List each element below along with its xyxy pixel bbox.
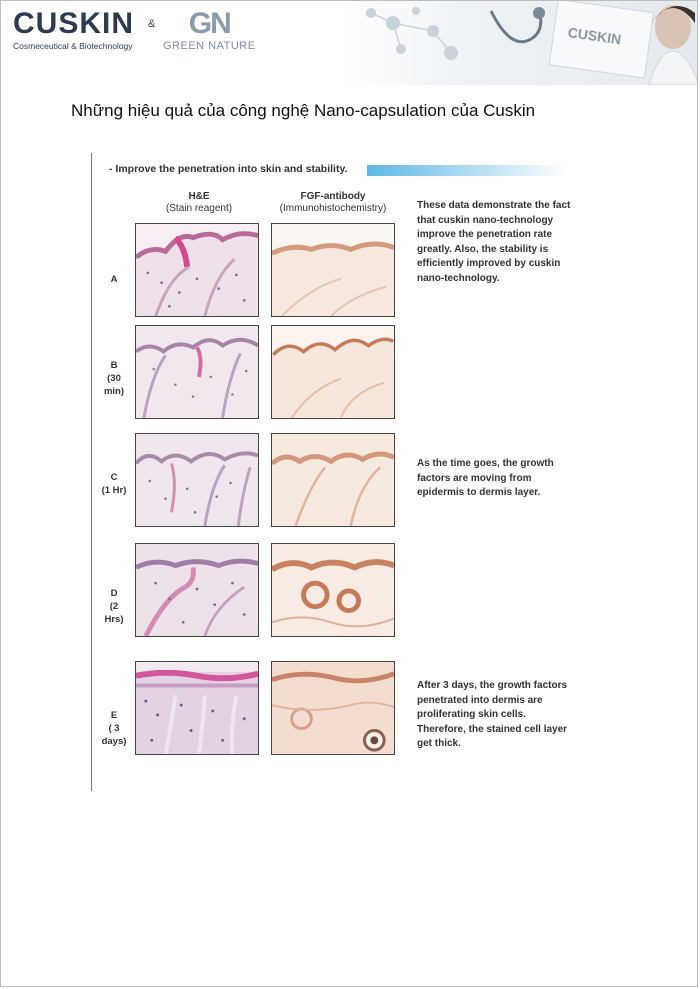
- column-header-he: [129, 191, 269, 215]
- row-time: (30 min): [103, 373, 125, 397]
- column-header-fgf: [263, 191, 403, 215]
- column-subtitle: (Stain reagent): [165, 203, 233, 214]
- green-nature-name: GREEN NATURE: [163, 40, 256, 52]
- cuskin-logo-word: CUSKIN: [13, 7, 135, 40]
- page-title: Những hiệu quả của công nghệ Nano-capsulation của Cuskin: [71, 101, 536, 120]
- row-letter: E: [110, 710, 118, 721]
- row-letter: B: [110, 360, 118, 371]
- row-letter: A: [110, 274, 118, 285]
- row-letter: D: [110, 588, 118, 599]
- he-panel-d: [135, 543, 259, 637]
- column-title: H&E: [188, 191, 210, 202]
- he-panel-e: [135, 661, 259, 755]
- histology-figure: [91, 153, 571, 793]
- observation-note-1: These data demonstrate the fact that cuskin nano-technology improve the penetration rate greatly. Also, the stability is efficiently improved by cuskin nano-technology.: [417, 200, 571, 284]
- column-title: FGF-antibody: [300, 191, 366, 202]
- cuskin-logo: [13, 9, 134, 51]
- fgf-panel-d: [271, 543, 395, 637]
- fgf-panel-e: [271, 661, 395, 755]
- figure-heading: - Improve the penetration into skin and stability.: [109, 163, 348, 175]
- row-time: ( 3 days): [101, 723, 127, 747]
- fgf-panel-b: [271, 325, 395, 419]
- row-label-b: [99, 359, 129, 398]
- fgf-panel-c: [271, 433, 395, 527]
- green-nature-logo: [163, 9, 256, 52]
- green-nature-mark: GN: [188, 7, 230, 40]
- hero-box-label: CUSKIN: [566, 24, 623, 48]
- observation-note-3: After 3 days, the growth factors penetrated into dermis are proliferating skin cells. Therefore, the stained cell layer get thick.: [417, 680, 568, 749]
- heading-accent-bar: [367, 165, 567, 176]
- figure-left-rule: [91, 153, 92, 791]
- row-time: (2 Hrs): [104, 601, 124, 625]
- header-hero-image: [341, 1, 698, 85]
- cuskin-logo-tagline: Cosmeceutical & Biotechnology: [13, 41, 133, 51]
- he-panel-b: [135, 325, 259, 419]
- observation-note-2: As the time goes, the growth factors are moving from epidermis to dermis layer.: [417, 458, 554, 498]
- row-time: (1 Hr): [101, 485, 127, 496]
- row-label-c: [99, 471, 129, 497]
- fgf-panel-a: [271, 223, 395, 317]
- page-header: [1, 1, 698, 85]
- row-letter: C: [110, 472, 118, 483]
- column-subtitle: (Immunohistochemistry): [279, 203, 387, 214]
- row-label-a: [99, 273, 129, 286]
- row-label-e: [99, 709, 129, 748]
- he-panel-c: [135, 433, 259, 527]
- row-label-d: [99, 587, 129, 626]
- ampersand: &: [148, 18, 156, 30]
- he-panel-a: [135, 223, 259, 317]
